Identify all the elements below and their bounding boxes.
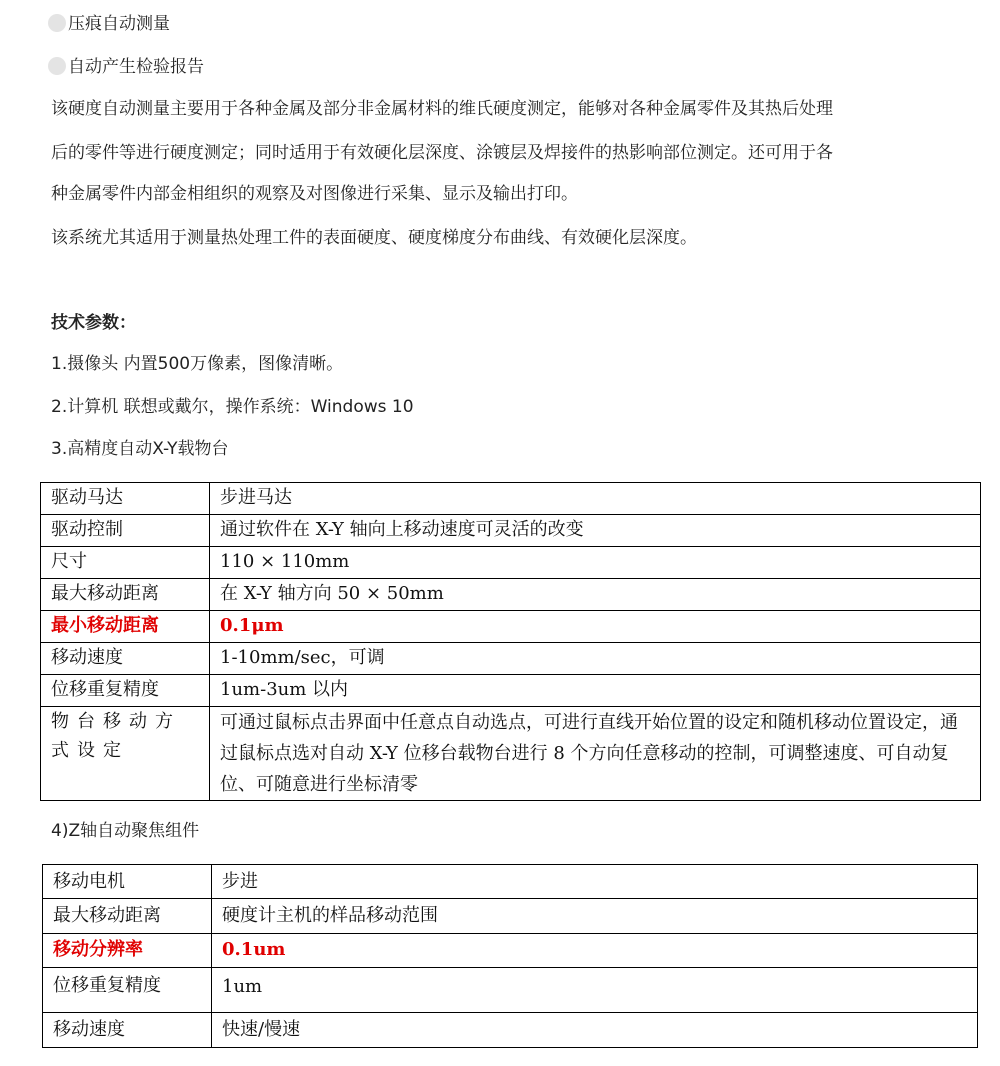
table-label: 位移重复精度 [41, 675, 210, 707]
table-value: 0.1um [212, 934, 978, 968]
z-heading: 4)Z轴自动聚焦组件 [51, 821, 200, 841]
z-axis-table [42, 864, 978, 1048]
bullet-circle-icon [48, 14, 66, 32]
param-line: 3.高精度自动X-Y载物台 [51, 439, 229, 459]
table-label: 移动电机 [43, 865, 212, 899]
table-value: 1um [212, 968, 978, 1013]
intro-line: 后的零件等进行硬度测定；同时适用于有效硬化层深度、涂镀层及焊接件的热影响部位测定。还可用于各 [51, 143, 833, 163]
table-row [41, 579, 981, 611]
bullet-circle-icon [48, 57, 66, 75]
table-row [43, 899, 978, 934]
table-row [41, 611, 981, 643]
table-label: 物台移动方式设定 [41, 707, 210, 801]
table-value: 0.1μm [210, 611, 981, 643]
table-row [41, 515, 981, 547]
table-label: 移动速度 [43, 1013, 212, 1048]
table-value: 步进马达 [210, 483, 981, 515]
table-label: 尺寸 [41, 547, 210, 579]
table-label: 位移重复精度 [43, 968, 212, 1013]
xy-stage-table [40, 482, 981, 801]
table-row [43, 865, 978, 899]
table-label: 最大移动距离 [43, 899, 212, 934]
table-label: 移动分辨率 [43, 934, 212, 968]
table-label: 驱动马达 [41, 483, 210, 515]
table-label: 驱动控制 [41, 515, 210, 547]
table-value: 110 × 110mm [210, 547, 981, 579]
table-row [41, 547, 981, 579]
table-value: 1-10mm/sec，可调 [210, 643, 981, 675]
table-row [43, 968, 978, 1013]
table-value: 在 X-Y 轴方向 50 × 50mm [210, 579, 981, 611]
bullet-item: 压痕自动测量 [48, 13, 170, 35]
param-line: 2.计算机 联想或戴尔，操作系统：Windows 10 [51, 397, 414, 417]
table-row [41, 483, 981, 515]
bullet-item: 自动产生检验报告 [48, 56, 204, 78]
intro-line: 该系统尤其适用于测量热处理工件的表面硬度、硬度梯度分布曲线、有效硬化层深度。 [51, 228, 697, 248]
table-value: 可通过鼠标点击界面中任意点自动选点，可进行直线开始位置的设定和随机移动位置设定，通过鼠标点选对自动 X-Y 位移台载物台进行 8 个方向任意移动的控制，可调整速度、可自动复位、可随意进行坐标清零 [210, 707, 981, 801]
table-row [43, 1013, 978, 1048]
table-label: 最小移动距离 [41, 611, 210, 643]
table-value: 1um-3um 以内 [210, 675, 981, 707]
table-row [41, 707, 981, 801]
table-label: 最大移动距离 [41, 579, 210, 611]
intro-line: 该硬度自动测量主要用于各种金属及部分非金属材料的维氏硬度测定，能够对各种金属零件及其热后处理 [51, 99, 833, 119]
param-line: 1.摄像头 内置500万像素，图像清晰。 [51, 354, 344, 374]
table-row [43, 934, 978, 968]
intro-line: 种金属零件内部金相组织的观察及对图像进行采集、显示及输出打印。 [51, 184, 578, 204]
table-row [41, 643, 981, 675]
table-value: 快速/慢速 [212, 1013, 978, 1048]
table-row [41, 675, 981, 707]
table-value: 通过软件在 X-Y 轴向上移动速度可灵活的改变 [210, 515, 981, 547]
table-label: 移动速度 [41, 643, 210, 675]
table-value: 步进 [212, 865, 978, 899]
table-value: 硬度计主机的样品移动范围 [212, 899, 978, 934]
tech-heading: 技术参数： [51, 313, 136, 333]
